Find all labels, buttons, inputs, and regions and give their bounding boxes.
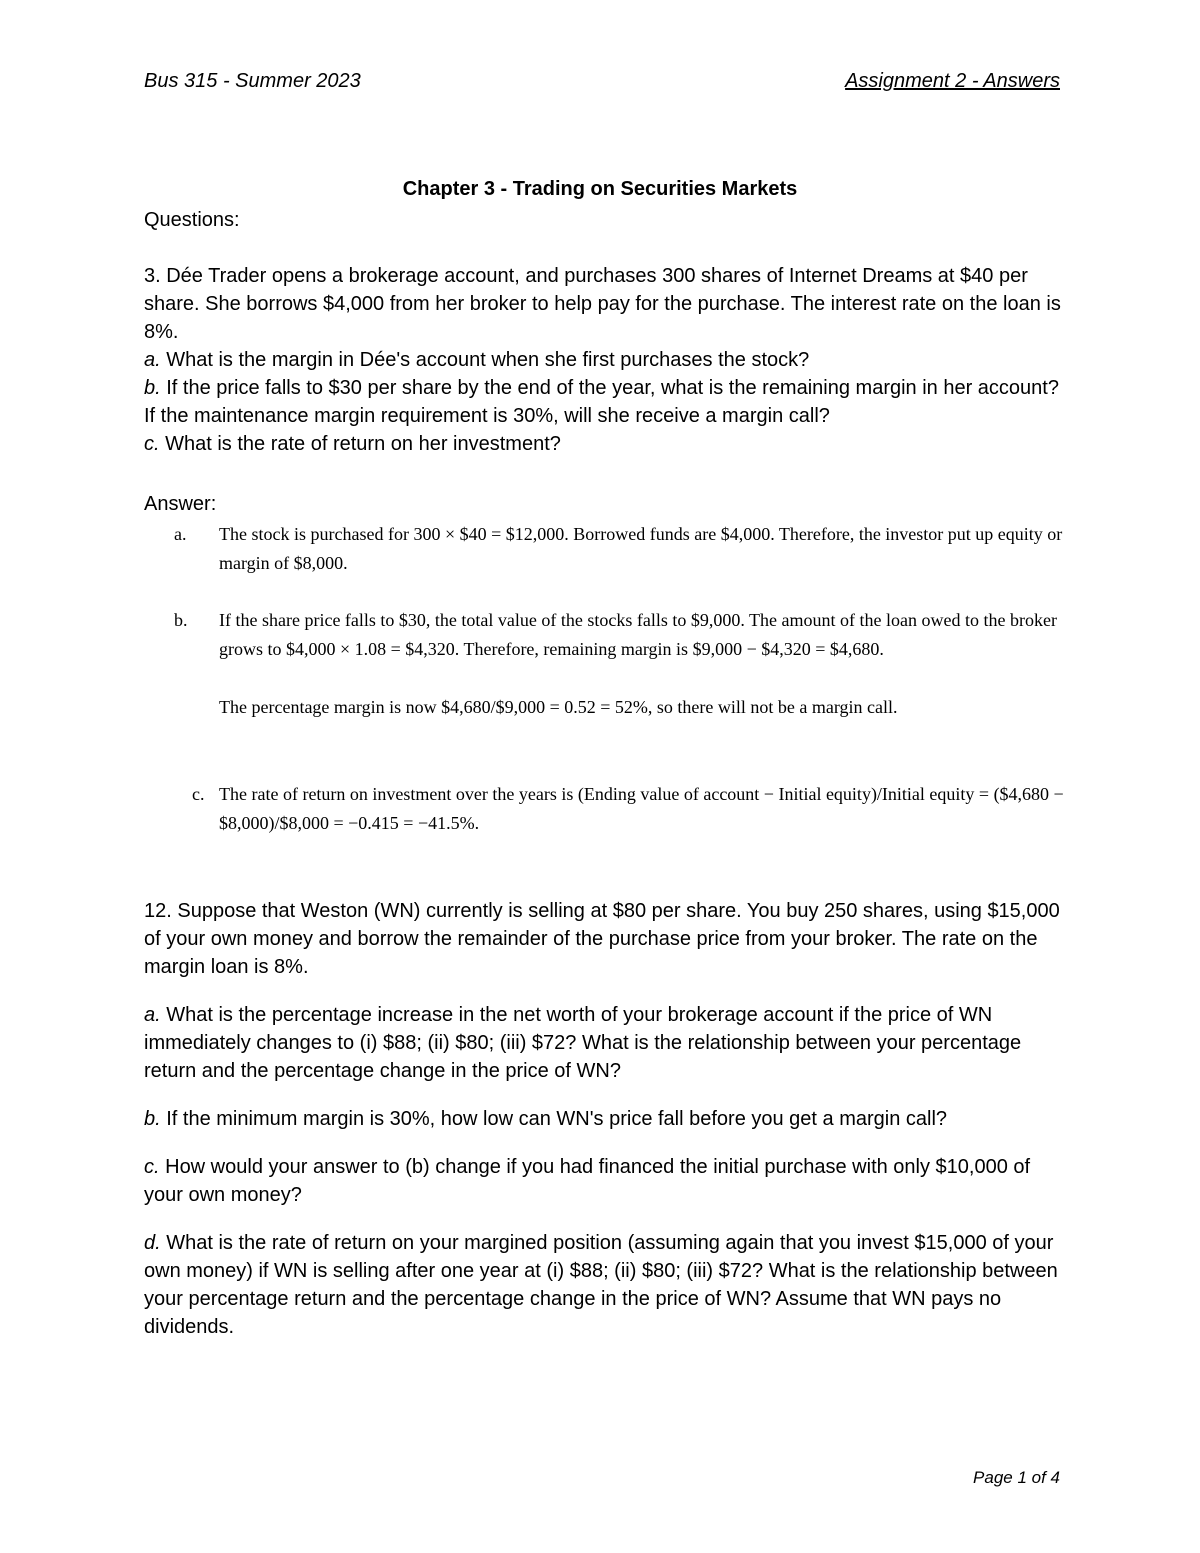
answer-c	[174, 780, 1064, 838]
part-text: What is the rate of return on your margined position (assuming again that you invest $15,000 of your own money) if WN is selling after one year at (i) $88; (ii) $80; (iii) $72? What is the relationship between your percentage return and the percentage change in the price of WN? Assume that WN pays no dividends.	[144, 1232, 1058, 1338]
answer-text: The stock is purchased for 300 × $40 = $12,000. Borrowed funds are $4,000. Therefore, the investor put up equity or margin of $8,000.	[219, 524, 1063, 573]
answer-letter: a.	[174, 524, 187, 544]
answer-b	[174, 606, 1064, 722]
part-text: If the price falls to $30 per share by the end of the year, what is the remaining margin in her account? If the maintenance margin requirement is 30%, will she receive a margin call?	[144, 377, 1059, 427]
part-label: b.	[144, 1108, 161, 1130]
answer-label: Answer:	[144, 493, 217, 515]
question-3-intro: 3. Dée Trader opens a brokerage account, and purchases 300 shares of Internet Dreams at $40 per share. She borrows $4,000 from her broker to help pay for the purchase. The interest rate on the loan is 8%.	[144, 265, 1061, 343]
course-header: Bus 315 - Summer 2023	[144, 70, 361, 92]
question-12-part-a	[144, 1001, 1064, 1085]
question-12-part-d	[144, 1229, 1064, 1341]
part-text: What is the rate of return on her investment?	[159, 433, 561, 455]
part-text: What is the margin in Dée's account when she first purchases the stock?	[160, 349, 810, 371]
answer-letter: b.	[174, 610, 188, 630]
part-label: a.	[144, 1004, 161, 1026]
part-label: a.	[144, 349, 161, 371]
question-3-part-a	[144, 346, 1064, 374]
part-text: If the minimum margin is 30%, how low can WN's price fall before you get a margin call?	[160, 1108, 948, 1130]
answer-text-continued: The percentage margin is now $4,680/$9,000 = 0.52 = 52%, so there will not be a margin call.	[219, 697, 898, 717]
question-3-part-c	[144, 430, 1064, 458]
question-12	[144, 897, 1064, 1341]
part-text: How would your answer to (b) change if you had financed the initial purchase with only $10,000 of your own money?	[144, 1156, 1031, 1206]
answer-text: The rate of return on investment over the years is (Ending value of account − Initial equity)/Initial equity = ($4,680 − $8,000)/$8,000 = −0.415 = −41.5%.	[219, 784, 1064, 833]
part-label: c.	[144, 1156, 160, 1178]
question-12-part-c	[144, 1153, 1064, 1209]
answer-a	[174, 520, 1064, 578]
part-label: d.	[144, 1232, 161, 1254]
page-number: Page 1 of 4	[973, 1468, 1060, 1487]
part-label: c.	[144, 433, 160, 455]
chapter-title: Chapter 3 - Trading on Securities Markets	[402, 178, 798, 200]
question-12-intro: 12. Suppose that Weston (WN) currently is selling at $80 per share. You buy 250 shares, using $15,000 of your own money and borrow the remainder of the purchase price from your broker. The rate on the margin loan is 8%.	[144, 900, 1060, 978]
question-12-part-b	[144, 1105, 1064, 1133]
answer-letter: c.	[192, 784, 205, 804]
questions-label: Questions:	[144, 209, 240, 231]
answer-text: If the share price falls to $30, the total value of the stocks falls to $9,000. The amount of the loan owed to the broker grows to $4,000 × 1.08 = $4,320. Therefore, remaining margin is $9,000 − $4,320 = $4,680.	[219, 610, 1057, 659]
question-3-part-b	[144, 374, 1064, 430]
assignment-header: Assignment 2 - Answers	[845, 70, 1060, 92]
part-label: b.	[144, 377, 161, 399]
part-text: What is the percentage increase in the net worth of your brokerage account if the price of WN immediately changes to (i) $88; (ii) $80; (iii) $72? What is the relationship between your percentage return and the percentage change in the price of WN?	[144, 1004, 1022, 1082]
question-3	[144, 262, 1064, 458]
